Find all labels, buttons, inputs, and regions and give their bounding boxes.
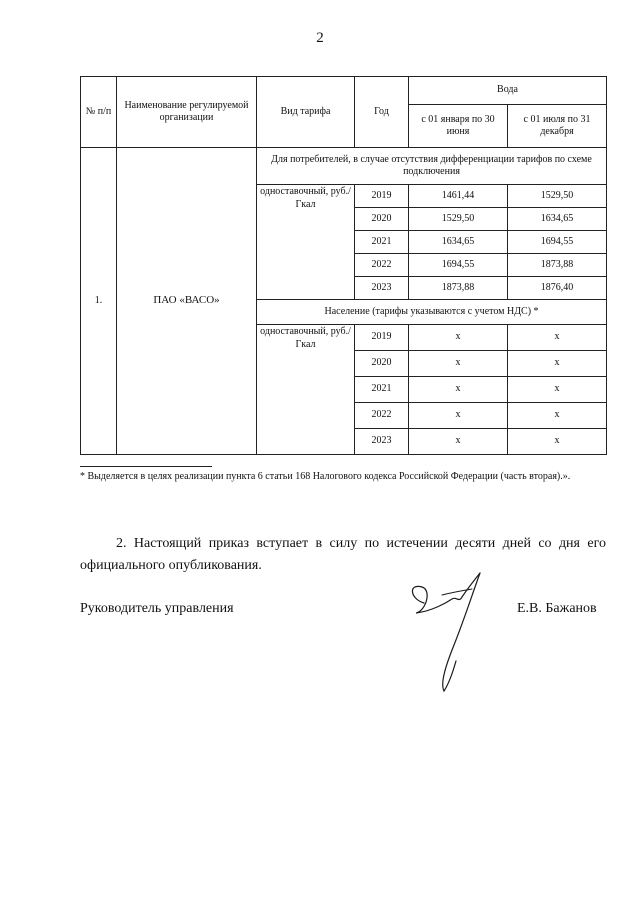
header-tariff-type: Вид тарифа	[257, 77, 355, 148]
year-cell: 2019	[355, 325, 409, 351]
value-cell: х	[409, 403, 508, 429]
tariff-table	[80, 76, 607, 455]
value-cell: 1634,65	[409, 231, 508, 254]
value-cell: 1694,55	[409, 254, 508, 277]
year-cell: 2022	[355, 254, 409, 277]
row-number: 1.	[81, 148, 117, 455]
value-cell: 1529,50	[508, 185, 607, 208]
footnote: * Выделяется в целях реализации пункта 6 статьи 168 Налогового кодекса Российской Федерации (часть вторая).».	[80, 471, 571, 482]
header-period-first-half: с 01 января по 30 июня	[409, 105, 508, 148]
header-number: № п/п	[81, 77, 117, 148]
value-cell: 1634,65	[508, 208, 607, 231]
year-cell: 2021	[355, 231, 409, 254]
section-title: Население (тарифы указываются с учетом НДС) *	[257, 300, 607, 325]
header-organization: Наименование регулируемой организации	[117, 77, 257, 148]
year-cell: 2021	[355, 377, 409, 403]
value-cell: х	[409, 377, 508, 403]
year-cell: 2020	[355, 351, 409, 377]
tariff-type-cell: одноставочный, руб./Гкал	[257, 325, 355, 455]
value-cell: х	[508, 325, 607, 351]
value-cell: 1873,88	[508, 254, 607, 277]
year-cell: 2023	[355, 277, 409, 300]
year-cell: 2019	[355, 185, 409, 208]
value-cell: 1694,55	[508, 231, 607, 254]
value-cell: х	[409, 325, 508, 351]
section-title: Для потребителей, в случае отсутствия дифференциации тарифов по схеме подключения	[257, 148, 607, 185]
value-cell: 1529,50	[409, 208, 508, 231]
tariff-type-cell: одноставочный, руб./Гкал	[257, 185, 355, 300]
handwritten-signature	[402, 565, 492, 695]
value-cell: 1461,44	[409, 185, 508, 208]
year-cell: 2020	[355, 208, 409, 231]
order-paragraph: 2. Настоящий приказ вступает в силу по истечении десяти дней со дня его официального опубликования.	[80, 536, 606, 574]
header-water: Вода	[409, 77, 607, 105]
value-cell: х	[409, 429, 508, 455]
value-cell: х	[409, 351, 508, 377]
value-cell: х	[508, 403, 607, 429]
page-number: 2	[316, 30, 324, 46]
value-cell: х	[508, 377, 607, 403]
year-cell: 2023	[355, 429, 409, 455]
signer-title: Руководитель управления	[80, 601, 234, 616]
table-header-row	[81, 77, 607, 105]
year-cell: 2022	[355, 403, 409, 429]
header-year: Год	[355, 77, 409, 148]
header-period-second-half: с 01 июля по 31 декабря	[508, 105, 607, 148]
value-cell: х	[508, 351, 607, 377]
signer-name: Е.В. Бажанов	[517, 601, 597, 616]
value-cell: 1876,40	[508, 277, 607, 300]
section-title-row	[81, 148, 607, 185]
footnote-divider	[80, 466, 212, 467]
value-cell: х	[508, 429, 607, 455]
value-cell: 1873,88	[409, 277, 508, 300]
organization-name: ПАО «ВАСО»	[117, 148, 257, 455]
